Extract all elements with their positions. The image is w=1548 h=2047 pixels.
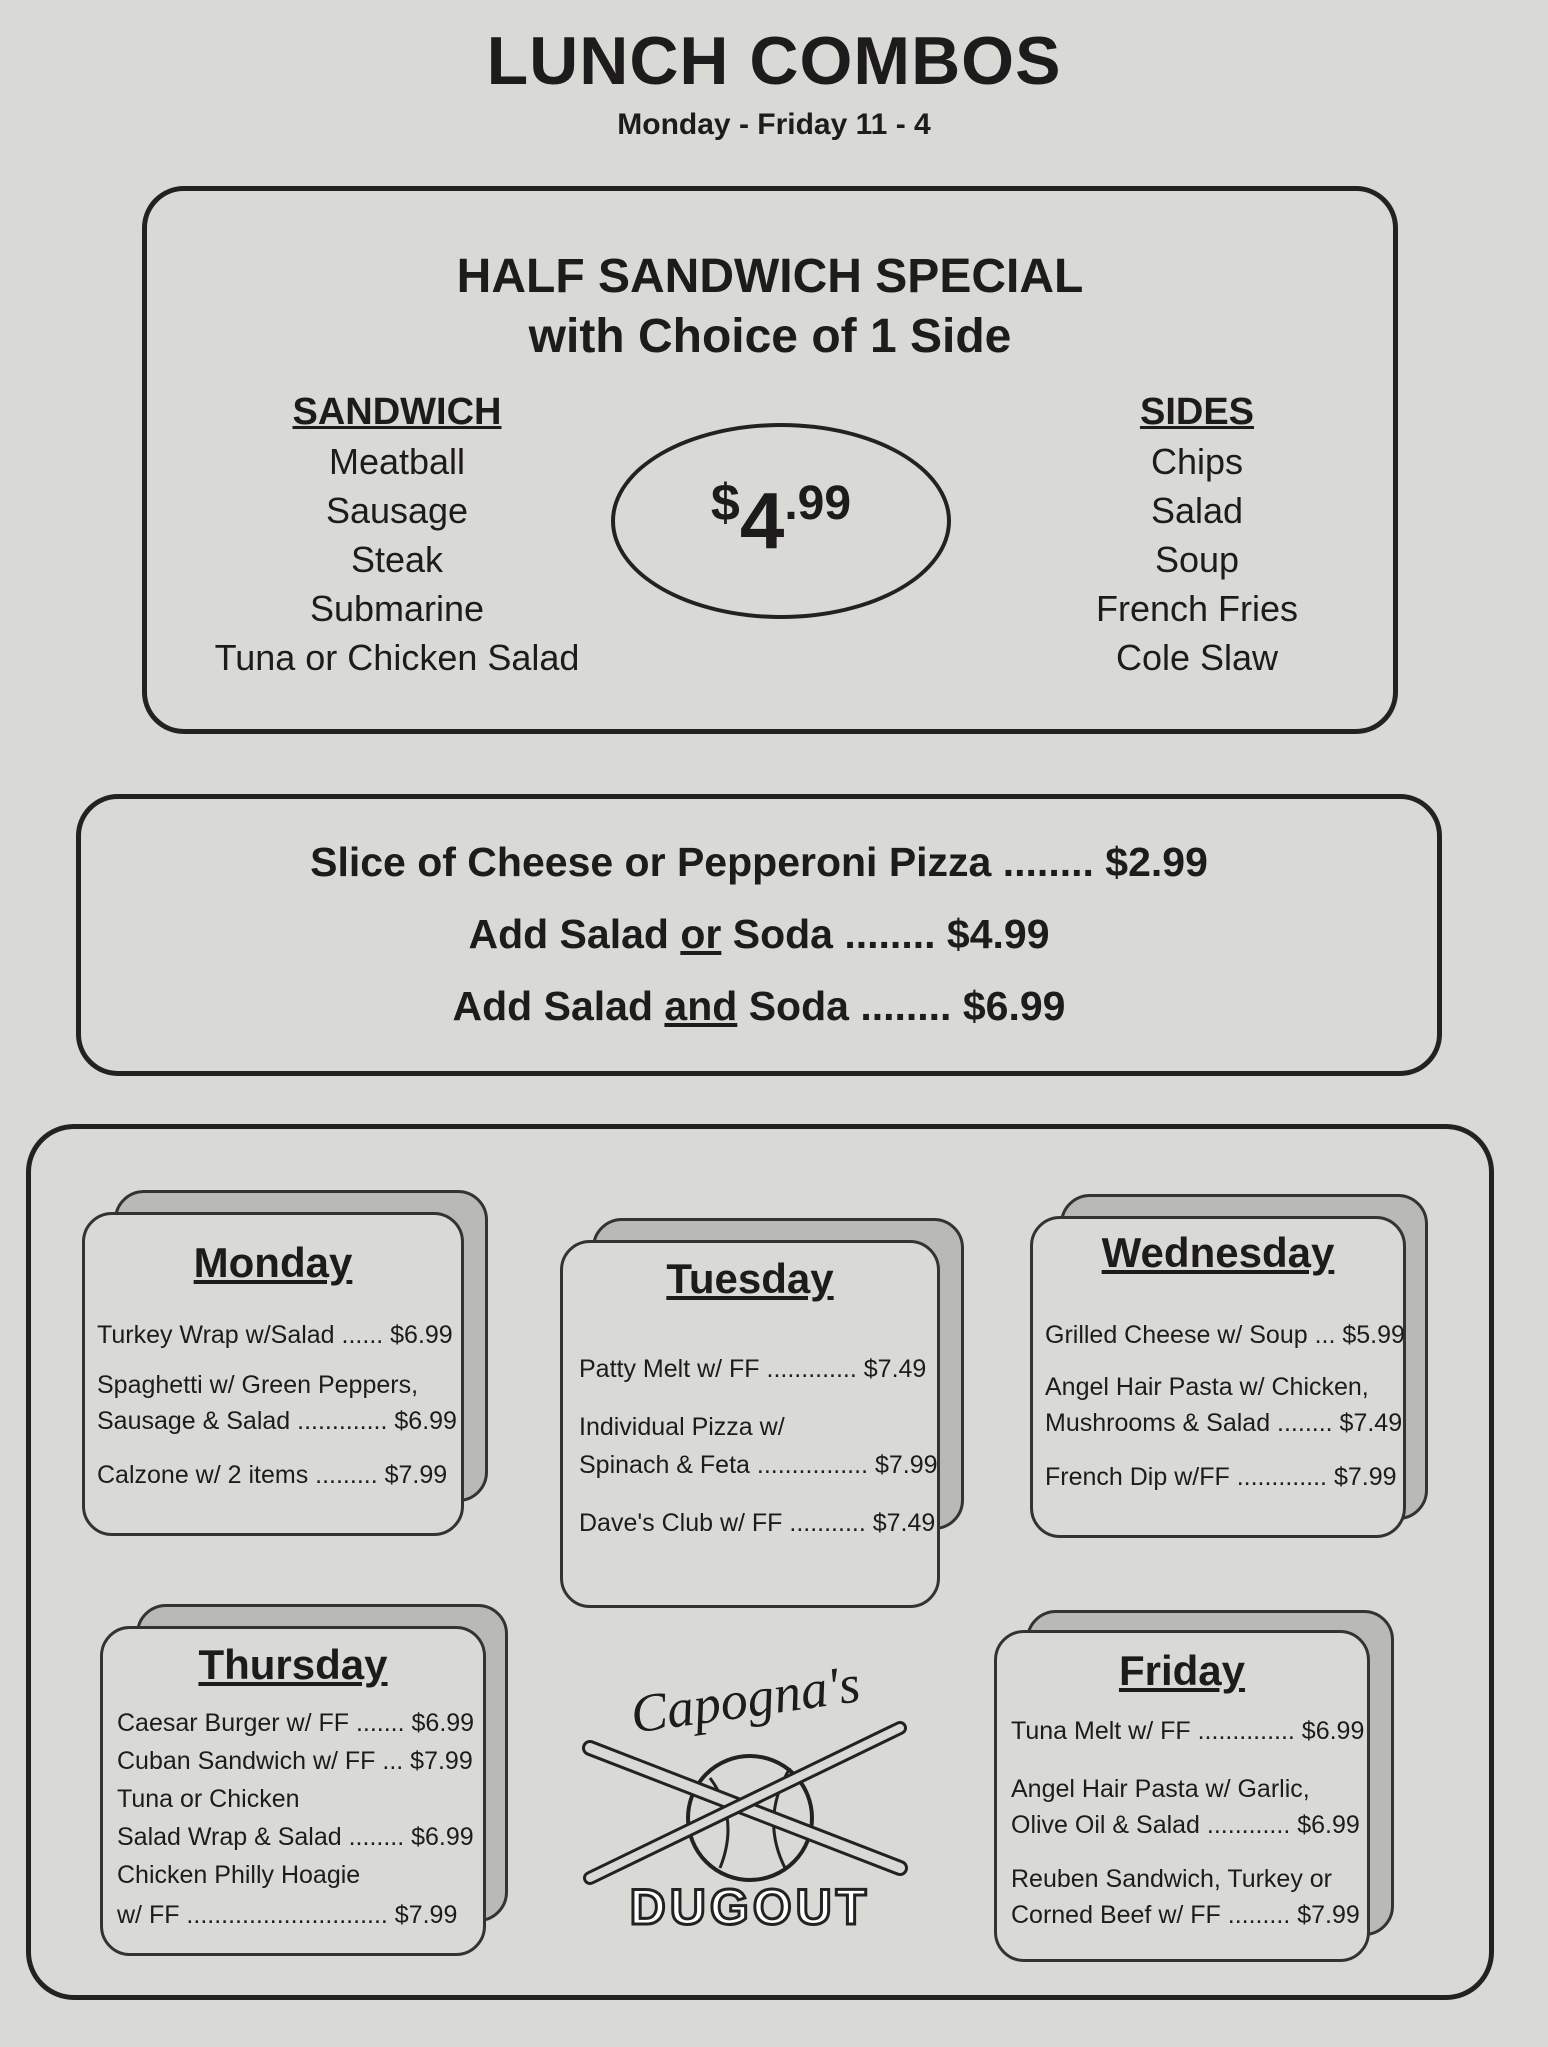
- special-title: [147, 247, 1393, 367]
- sandwich-heading: SANDWICH: [292, 391, 502, 433]
- special-title-line1: HALF SANDWICH SPECIAL: [456, 250, 1084, 303]
- line-text: Add Salad: [452, 983, 665, 1029]
- special-price-oval: [611, 423, 951, 619]
- salad-and-soda-price: $6.99: [962, 983, 1066, 1029]
- thursday-card: [100, 1626, 486, 1956]
- salad-or-soda-line: [81, 911, 1437, 958]
- dugout-logo: [570, 1653, 930, 1935]
- line-text: Add Salad: [468, 911, 681, 957]
- half-sandwich-special-box: [142, 186, 1398, 734]
- sandwich-item: Tuna or Chicken Salad: [214, 637, 580, 678]
- side-item: Soup: [1154, 539, 1240, 580]
- thursday-item: Chicken Philly Hoagie: [117, 1861, 361, 1889]
- wednesday-item: Mushrooms & Salad ........ $7.49: [1045, 1409, 1403, 1437]
- sandwich-item: Submarine: [309, 588, 485, 629]
- line-text: Soda ........: [721, 911, 936, 957]
- wednesday-heading: Wednesday: [1101, 1229, 1335, 1276]
- side-item: Salad: [1150, 490, 1244, 531]
- thursday-heading: Thursday: [198, 1641, 388, 1688]
- salad-or-soda-price: $4.99: [946, 911, 1050, 957]
- monday-item: Spaghetti w/ Green Peppers,: [97, 1371, 419, 1399]
- tuesday-item: Patty Melt w/ FF ............. $7.49: [579, 1355, 927, 1383]
- friday-item: Corned Beef w/ FF ......... $7.99: [1011, 1901, 1360, 1929]
- tuesday-item: Spinach & Feta ................ $7.99: [579, 1451, 938, 1479]
- wednesday-item: Grilled Cheese w/ Soup ... $5.99: [1045, 1321, 1405, 1349]
- wednesday-card: [1030, 1216, 1406, 1538]
- logo-script-name: Capogna's: [626, 1653, 864, 1745]
- wednesday-item: Angel Hair Pasta w/ Chicken,: [1045, 1373, 1369, 1401]
- page-title: LUNCH COMBOS: [486, 23, 1062, 99]
- hours-subtitle: Monday - Friday 11 - 4: [617, 108, 931, 141]
- monday-item: Sausage & Salad ............. $6.99: [97, 1407, 457, 1435]
- tuesday-card: [560, 1240, 940, 1608]
- special-title-line2: with Choice of 1 Side: [528, 310, 1012, 363]
- pizza-item: Slice of Cheese or Pepperoni Pizza ........: [310, 839, 1094, 885]
- thursday-item: Tuna or Chicken: [117, 1785, 300, 1813]
- price-dollar-sign: $: [710, 474, 740, 532]
- price-cents: .99: [784, 476, 852, 530]
- monday-card: [82, 1212, 464, 1536]
- sandwich-item: Meatball: [328, 441, 466, 482]
- side-item: French Fries: [1095, 588, 1299, 629]
- monday-item: Calzone w/ 2 items ......... $7.99: [97, 1461, 448, 1489]
- pizza-combo-box: [76, 794, 1442, 1076]
- thursday-item: Cuban Sandwich w/ FF ... $7.99: [117, 1747, 473, 1775]
- sides-heading: SIDES: [1139, 391, 1255, 433]
- tuesday-item: Individual Pizza w/: [579, 1413, 785, 1441]
- pizza-price: $2.99: [1105, 839, 1208, 885]
- friday-item: Angel Hair Pasta w/ Garlic,: [1011, 1775, 1310, 1803]
- side-item: Cole Slaw: [1115, 637, 1279, 678]
- thursday-item: w/ FF ............................. $7.99: [117, 1901, 458, 1929]
- line-text: Soda ........: [737, 983, 952, 1029]
- pizza-line: [81, 839, 1437, 886]
- friday-item: Reuben Sandwich, Turkey or: [1011, 1865, 1333, 1893]
- tuesday-item: Dave's Club w/ FF ........... $7.49: [579, 1509, 936, 1537]
- thursday-item: Caesar Burger w/ FF ....... $6.99: [117, 1709, 475, 1737]
- sandwich-item: Steak: [350, 539, 444, 580]
- or-word: or: [680, 911, 722, 957]
- tuesday-heading: Tuesday: [666, 1255, 834, 1302]
- friday-heading: Friday: [1118, 1647, 1246, 1694]
- and-word: and: [664, 983, 738, 1029]
- price-whole: 4: [739, 476, 785, 565]
- wednesday-item: French Dip w/FF ............. $7.99: [1045, 1463, 1397, 1491]
- monday-heading: Monday: [193, 1239, 353, 1286]
- sandwich-item: Sausage: [325, 490, 469, 531]
- sandwich-column: [197, 387, 597, 682]
- monday-item: Turkey Wrap w/Salad ...... $6.99: [97, 1321, 453, 1349]
- salad-and-soda-line: [81, 983, 1437, 1030]
- friday-item: Olive Oil & Salad ............ $6.99: [1011, 1811, 1360, 1839]
- logo-dugout-word: DUGOUT: [629, 1879, 871, 1935]
- sides-column: [1077, 387, 1317, 682]
- thursday-item: Salad Wrap & Salad ........ $6.99: [117, 1823, 474, 1851]
- friday-item: Tuna Melt w/ FF .............. $6.99: [1011, 1717, 1365, 1745]
- side-item: Chips: [1150, 441, 1244, 482]
- friday-card: [994, 1630, 1370, 1962]
